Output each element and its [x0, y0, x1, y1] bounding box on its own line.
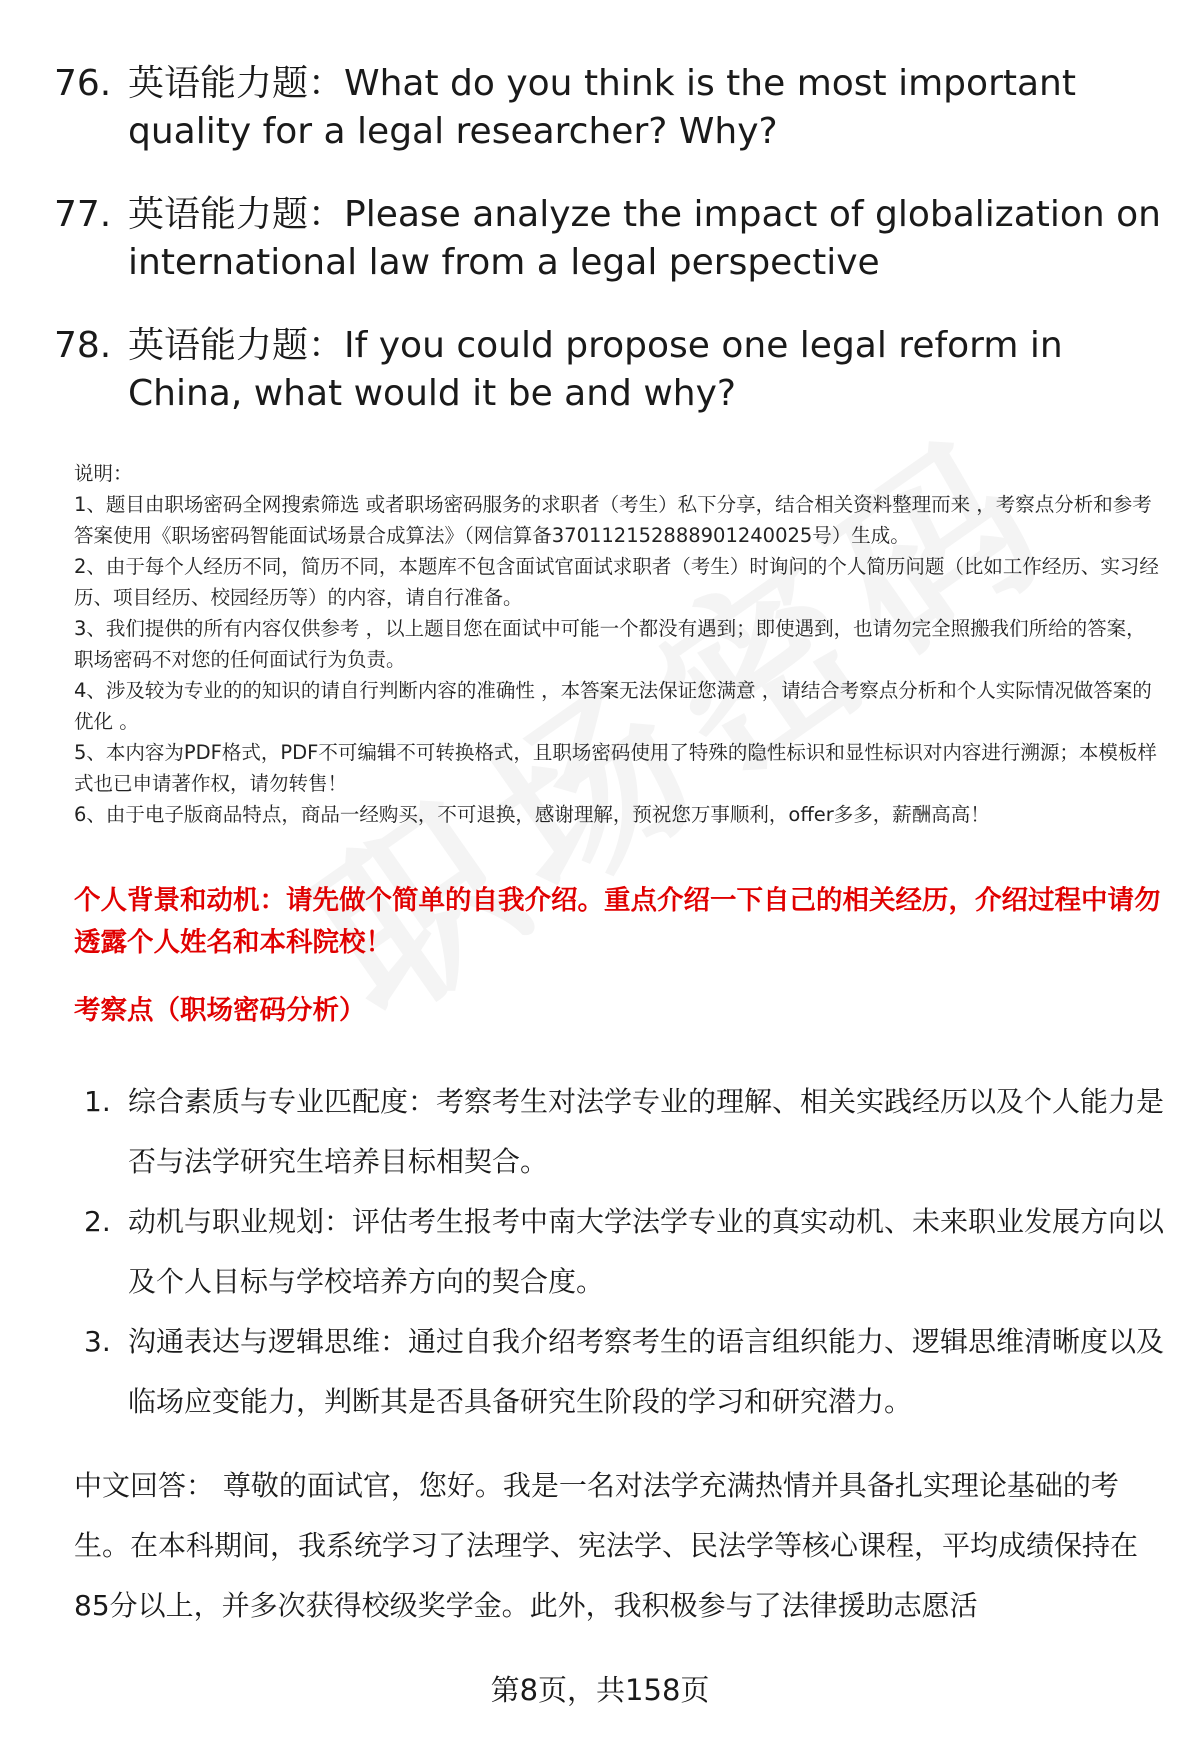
note-item: 1、题目由职场密码全网搜索筛选 或者职场密码服务的求职者（考生）私下分享，结合相关资料整理而来 ，考察点分析和参考答案使用《职场密码智能面试场景合成算法》（网信算备370112152888901240025号）生成。	[74, 493, 1152, 547]
answer-paragraph: 中文回答： 尊敬的面试官，您好。我是一名对法学充满热情并具备扎实理论基础的考生。在本科期间，我系统学习了法理学、宪法学、民法学等核心课程，平均成绩保持在85分以上，并多次获得校级奖学金。此外，我积极参与了法律援助志愿活	[74, 1469, 1139, 1622]
point-text: 综合素质与专业匹配度：考察考生对法学专业的理解、相关实践经历以及个人能力是否与法学研究生培养目标相契合。	[128, 1085, 1165, 1178]
point-number: 2.	[84, 1205, 111, 1238]
question-text: 英语能力题：If you could propose one legal reform in China, what would it be and why?	[128, 325, 1063, 414]
analysis-point	[84, 1072, 1164, 1192]
disclaimer-notes	[74, 458, 1160, 830]
question-item	[54, 322, 1164, 418]
point-number: 3.	[84, 1325, 111, 1358]
question-list	[54, 60, 1164, 453]
point-text: 沟通表达与逻辑思维：通过自我介绍考察考生的语言组织能力、逻辑思维清晰度以及临场应变能力，判断其是否具备研究生阶段的学习和研究潜力。	[128, 1325, 1165, 1418]
point-text: 动机与职业规划：评估考生报考中南大学法学专业的真实动机、未来职业发展方向以及个人目标与学校培养方向的契合度。	[128, 1205, 1165, 1298]
analysis-points	[84, 1072, 1164, 1432]
question-text: 英语能力题：Please analyze the impact of globalization on international law from a legal perspective	[128, 194, 1161, 283]
question-heading: 个人背景和动机：请先做个简单的自我介绍。重点介绍一下自己的相关经历，介绍过程中请勿透露个人姓名和本科院校！	[74, 885, 1161, 958]
notes-title: 说明：	[74, 462, 133, 485]
question-number: 78.	[54, 325, 112, 366]
note-item: 6、由于电子版商品特点，商品一经购买，不可退换，感谢理解，预祝您万事顺利，offer多多，薪酬高高！	[74, 803, 990, 826]
question-item	[54, 60, 1164, 156]
note-item: 3、我们提供的所有内容仅供参考 ，以上题目您在面试中可能一个都没有遇到；即使遇到，也请勿完全照搬我们所给的答案，职场密码不对您的任何面试行为负责。	[74, 617, 1146, 671]
analysis-point	[84, 1312, 1164, 1432]
page-footer: 第8页，共158页	[490, 1673, 710, 1707]
question-text: 英语能力题：What do you think is the most important quality for a legal researcher? Why?	[128, 63, 1076, 152]
note-item: 4、涉及较为专业的的知识的请自行判断内容的准确性 ，本答案无法保证您满意 ，请结合考察点分析和个人实际情况做答案的优化 。	[74, 679, 1152, 733]
question-number: 76.	[54, 63, 112, 104]
question-number: 77.	[54, 194, 112, 235]
point-number: 1.	[84, 1085, 111, 1118]
analysis-point	[84, 1192, 1164, 1312]
question-item	[54, 191, 1164, 287]
note-item: 2、由于每个人经历不同，简历不同，本题库不包含面试官面试求职者（考生）时询问的个人简历问题（比如工作经历、实习经历、项目经历、校园经历等）的内容，请自行准备。	[74, 555, 1159, 609]
note-item: 5、本内容为PDF格式，PDF不可编辑不可转换格式，且职场密码使用了特殊的隐性标识和显性标识对内容进行溯源；本模板样式也已申请著作权，请勿转售！	[74, 741, 1157, 795]
analysis-heading: 考察点（职场密码分析）	[74, 995, 366, 1026]
